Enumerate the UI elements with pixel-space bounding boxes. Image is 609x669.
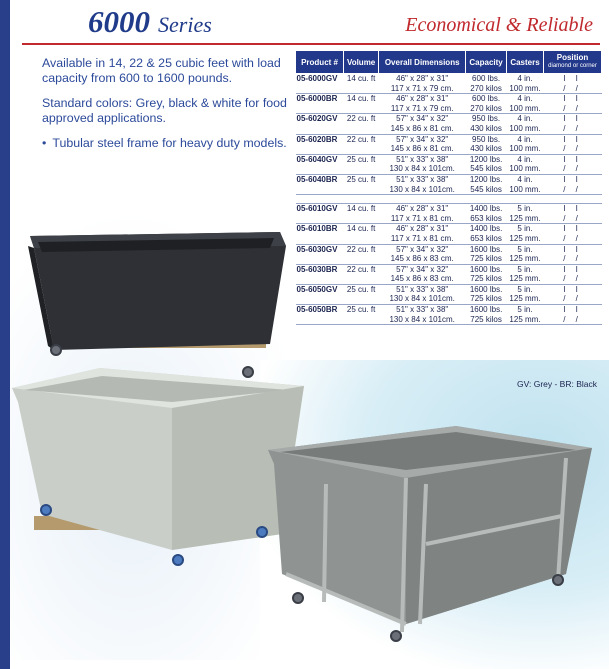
cell-volume: 22 cu. ft <box>344 114 379 134</box>
cell-position <box>544 114 602 134</box>
cell-pos-bottom: / / <box>563 103 582 113</box>
cell-dimensions <box>379 154 466 174</box>
cell-pos-top: I I <box>563 94 582 104</box>
cell-position <box>544 154 602 174</box>
cell-dimensions <box>379 305 466 325</box>
cell-volume: 25 cu. ft <box>344 174 379 194</box>
cell-cap-lbs: 1600 lbs. <box>469 284 503 294</box>
cell-caster-in: 5 in. <box>517 305 533 315</box>
cell-volume: 14 cu. ft <box>344 204 379 224</box>
cell-pos-bottom: / / <box>563 213 582 223</box>
table-row <box>296 134 602 154</box>
cell-caster-mm: 125 mm. <box>509 254 541 264</box>
tagline: Economical & Reliable <box>405 14 593 36</box>
cell-caster-mm: 100 mm. <box>509 144 541 154</box>
cell-dim-cm: 117 x 71 x 81 cm. <box>390 213 454 223</box>
cell-pos-top: I I <box>563 244 582 254</box>
cell-caster-in: 5 in. <box>517 244 533 254</box>
series-number: 6000 <box>88 4 150 39</box>
cell-caster-mm: 100 mm. <box>509 83 541 93</box>
table-row <box>296 305 602 325</box>
cell-dim-cm: 130 x 84 x 101cm. <box>389 314 455 324</box>
cell-product: 05-6040GV <box>296 154 344 174</box>
cell-pos-bottom: / / <box>563 83 582 93</box>
left-accent-bar <box>0 0 10 669</box>
cell-caster-in: 4 in. <box>517 114 533 124</box>
white-bin-icon <box>12 366 306 572</box>
header-volume: Volume <box>344 51 379 74</box>
cell-dimensions <box>379 264 466 284</box>
cell-dim-cm: 145 x 86 x 83 cm. <box>390 254 454 264</box>
cell-pos-top: I I <box>563 74 582 83</box>
wheel-icon <box>552 574 564 586</box>
cell-caster-mm: 125 mm. <box>509 233 541 243</box>
cell-dimensions <box>379 204 466 224</box>
cell-cap-kg: 270 kilos <box>470 83 502 93</box>
wheel-icon <box>390 630 402 642</box>
cell-dim-cm: 130 x 84 x 101cm. <box>389 164 455 174</box>
cell-cap-lbs: 950 lbs. <box>472 114 501 124</box>
table-gap-row <box>296 195 602 204</box>
cell-product: 05-6000GV <box>296 74 344 94</box>
cell-caster-in: 4 in. <box>517 174 533 184</box>
cell-pos-bottom: / / <box>563 314 582 324</box>
cell-casters <box>506 134 543 154</box>
cell-cap-kg: 725 kilos <box>470 254 502 264</box>
cell-caster-in: 5 in. <box>517 224 533 234</box>
frame-bullet: • Tubular steel frame for heavy duty models. <box>42 136 288 151</box>
wheel-icon <box>172 554 184 566</box>
cell-dim-cm: 145 x 86 x 81 cm. <box>390 144 454 154</box>
availability-text: Available in 14, 22 & 25 cubic feet with load capacity from 600 to 1600 pounds. <box>42 56 281 85</box>
cell-dimensions <box>379 284 466 304</box>
cell-position <box>544 264 602 284</box>
cell-caster-in: 5 in. <box>517 264 533 274</box>
cell-capacity <box>466 94 507 114</box>
cell-cap-kg: 545 kilos <box>470 164 502 174</box>
cell-capacity <box>466 174 507 194</box>
table-header-row <box>296 51 602 74</box>
cell-position <box>544 224 602 244</box>
cell-volume: 25 cu. ft <box>344 154 379 174</box>
cell-position <box>544 94 602 114</box>
cell-cap-kg: 430 kilos <box>470 144 502 154</box>
cell-caster-mm: 100 mm. <box>509 123 541 133</box>
cell-pos-top: I I <box>563 134 582 144</box>
cell-product: 05-6040BR <box>296 174 344 194</box>
cell-casters <box>506 224 543 244</box>
cell-cap-kg: 430 kilos <box>470 123 502 133</box>
cell-dim-cm: 145 x 86 x 83 cm. <box>390 274 454 284</box>
table-gap-cell <box>296 195 602 204</box>
cell-pos-top: I I <box>563 305 582 315</box>
cell-caster-mm: 125 mm. <box>509 314 541 324</box>
cell-capacity <box>466 305 507 325</box>
cell-cap-kg: 653 kilos <box>470 233 502 243</box>
cell-cap-kg: 725 kilos <box>470 294 502 304</box>
header-position-sub: diamond or corner <box>548 63 597 69</box>
series-title <box>88 4 212 40</box>
cell-dim-in: 51" x 33" x 38" <box>396 154 449 164</box>
table-row <box>296 154 602 174</box>
cell-casters <box>506 244 543 264</box>
cell-position <box>544 134 602 154</box>
cell-capacity <box>466 264 507 284</box>
cell-volume: 22 cu. ft <box>344 134 379 154</box>
table-row <box>296 284 602 304</box>
cell-casters <box>506 204 543 224</box>
table-row <box>296 174 602 194</box>
cell-caster-in: 4 in. <box>517 94 533 104</box>
cell-pos-top: I I <box>563 224 582 234</box>
cell-position <box>544 204 602 224</box>
cell-caster-in: 4 in. <box>517 154 533 164</box>
cell-pos-bottom: / / <box>563 274 582 284</box>
cell-pos-top: I I <box>563 154 582 164</box>
cell-dim-in: 51" x 33" x 38" <box>396 284 449 294</box>
cell-capacity <box>466 284 507 304</box>
cell-capacity <box>466 114 507 134</box>
cell-position <box>544 284 602 304</box>
cell-dim-cm: 130 x 84 x 101cm. <box>389 184 455 194</box>
cell-volume: 14 cu. ft <box>344 224 379 244</box>
grey-bin-icon <box>266 424 596 656</box>
cell-dimensions <box>379 174 466 194</box>
cell-caster-mm: 125 mm. <box>509 213 541 223</box>
cell-pos-top: I I <box>563 114 582 124</box>
cell-volume: 25 cu. ft <box>344 284 379 304</box>
cell-cap-lbs: 1400 lbs. <box>469 224 503 234</box>
cell-cap-kg: 653 kilos <box>470 213 502 223</box>
cell-caster-mm: 100 mm. <box>509 164 541 174</box>
cell-dim-in: 46" x 28" x 31" <box>396 74 449 83</box>
cell-position <box>544 244 602 264</box>
table-row <box>296 74 602 94</box>
cell-cap-kg: 725 kilos <box>470 274 502 284</box>
cell-dim-in: 51" x 33" x 38" <box>396 305 449 315</box>
cell-cap-lbs: 1200 lbs. <box>469 154 503 164</box>
cell-dim-in: 46" x 28" x 31" <box>396 94 449 104</box>
spec-body <box>296 74 602 325</box>
cell-cap-lbs: 1600 lbs. <box>469 244 503 254</box>
cell-casters <box>506 154 543 174</box>
cell-casters <box>506 74 543 94</box>
header-dimensions: Overall Dimensions <box>379 51 466 74</box>
cell-position <box>544 74 602 94</box>
cell-capacity <box>466 74 507 94</box>
table-row <box>296 224 602 244</box>
cell-pos-top: I I <box>563 174 582 184</box>
cell-volume: 14 cu. ft <box>344 74 379 94</box>
cell-cap-lbs: 600 lbs. <box>472 74 501 83</box>
cell-cap-kg: 270 kilos <box>470 103 502 113</box>
cell-dim-in: 46" x 28" x 31" <box>396 204 449 214</box>
cell-pos-bottom: / / <box>563 123 582 133</box>
cell-product: 05-6050GV <box>296 284 344 304</box>
cell-dimensions <box>379 224 466 244</box>
black-bin-icon <box>24 226 286 384</box>
cell-caster-in: 5 in. <box>517 204 533 214</box>
cell-capacity <box>466 134 507 154</box>
spec-table <box>295 50 602 325</box>
cell-volume: 25 cu. ft <box>344 305 379 325</box>
header-position <box>544 51 602 74</box>
cell-cap-kg: 545 kilos <box>470 184 502 194</box>
cell-dim-in: 57" x 34" x 32" <box>396 134 449 144</box>
cell-capacity <box>466 154 507 174</box>
cell-product: 05-6010GV <box>296 204 344 224</box>
cell-casters <box>506 305 543 325</box>
cell-cap-kg: 725 kilos <box>470 314 502 324</box>
cell-capacity <box>466 204 507 224</box>
table-row <box>296 94 602 114</box>
header-capacity: Capacity <box>466 51 507 74</box>
cell-dimensions <box>379 74 466 94</box>
cell-caster-mm: 100 mm. <box>509 103 541 113</box>
cell-casters <box>506 174 543 194</box>
cell-capacity <box>466 224 507 244</box>
cell-position <box>544 305 602 325</box>
colors-text: Standard colors: Grey, black & white for food approved applications. <box>42 96 287 125</box>
wheel-icon <box>50 344 62 356</box>
intro-text <box>42 56 288 161</box>
cell-caster-in: 4 in. <box>517 74 533 83</box>
cell-pos-top: I I <box>563 284 582 294</box>
cell-cap-lbs: 1200 lbs. <box>469 174 503 184</box>
cell-dim-in: 46" x 28" x 31" <box>396 224 449 234</box>
cell-product: 05-6020GV <box>296 114 344 134</box>
color-legend: GV: Grey - BR: Black <box>517 379 597 389</box>
cell-pos-top: I I <box>563 204 582 214</box>
cell-pos-top: I I <box>563 264 582 274</box>
cell-volume: 14 cu. ft <box>344 94 379 114</box>
cell-dim-in: 57" x 34" x 32" <box>396 264 449 274</box>
cell-dim-cm: 145 x 86 x 81 cm. <box>390 123 454 133</box>
cell-caster-mm: 100 mm. <box>509 184 541 194</box>
table-row <box>296 204 602 224</box>
cell-product: 05-6000BR <box>296 94 344 114</box>
cell-cap-lbs: 600 lbs. <box>472 94 501 104</box>
header-product: Product # <box>296 51 344 74</box>
cell-product: 05-6010BR <box>296 224 344 244</box>
cell-cap-lbs: 1600 lbs. <box>469 264 503 274</box>
cell-cap-lbs: 1400 lbs. <box>469 204 503 214</box>
cell-pos-bottom: / / <box>563 254 582 264</box>
cell-caster-mm: 125 mm. <box>509 274 541 284</box>
cell-dim-cm: 117 x 71 x 79 cm. <box>390 83 454 93</box>
table-row <box>296 264 602 284</box>
cell-casters <box>506 264 543 284</box>
cell-product: 05-6030GV <box>296 244 344 264</box>
cell-pos-bottom: / / <box>563 294 582 304</box>
header-position-label: Position <box>556 53 589 62</box>
cell-dim-in: 57" x 34" x 32" <box>396 114 449 124</box>
cell-dim-cm: 117 x 71 x 81 cm. <box>390 233 454 243</box>
table-row <box>296 244 602 264</box>
cell-dimensions <box>379 134 466 154</box>
cell-volume: 22 cu. ft <box>344 264 379 284</box>
cell-volume: 22 cu. ft <box>344 244 379 264</box>
wheel-icon <box>40 504 52 516</box>
table-row <box>296 114 602 134</box>
cell-pos-bottom: / / <box>563 184 582 194</box>
cell-dimensions <box>379 94 466 114</box>
cell-dim-cm: 117 x 71 x 79 cm. <box>390 103 454 113</box>
cell-position <box>544 174 602 194</box>
cell-caster-in: 5 in. <box>517 284 533 294</box>
cell-dimensions <box>379 244 466 264</box>
cell-casters <box>506 94 543 114</box>
cell-pos-bottom: / / <box>563 144 582 154</box>
cell-product: 05-6050BR <box>296 305 344 325</box>
cell-product: 05-6030BR <box>296 264 344 284</box>
cell-pos-bottom: / / <box>563 233 582 243</box>
wheel-icon <box>292 592 304 604</box>
cell-dimensions <box>379 114 466 134</box>
cell-caster-in: 4 in. <box>517 134 533 144</box>
cell-casters <box>506 284 543 304</box>
cell-capacity <box>466 244 507 264</box>
cell-casters <box>506 114 543 134</box>
header-casters: Casters <box>506 51 543 74</box>
cell-product: 05-6020BR <box>296 134 344 154</box>
cell-cap-lbs: 1600 lbs. <box>469 305 503 315</box>
cell-dim-cm: 130 x 84 x 101cm. <box>389 294 455 304</box>
series-word: Series <box>158 12 212 37</box>
cell-caster-mm: 125 mm. <box>509 294 541 304</box>
cell-dim-in: 51" x 33" x 38" <box>396 174 449 184</box>
cell-pos-bottom: / / <box>563 164 582 174</box>
cell-dim-in: 57" x 34" x 32" <box>396 244 449 254</box>
header-rule <box>22 43 600 45</box>
cell-cap-lbs: 950 lbs. <box>472 134 501 144</box>
